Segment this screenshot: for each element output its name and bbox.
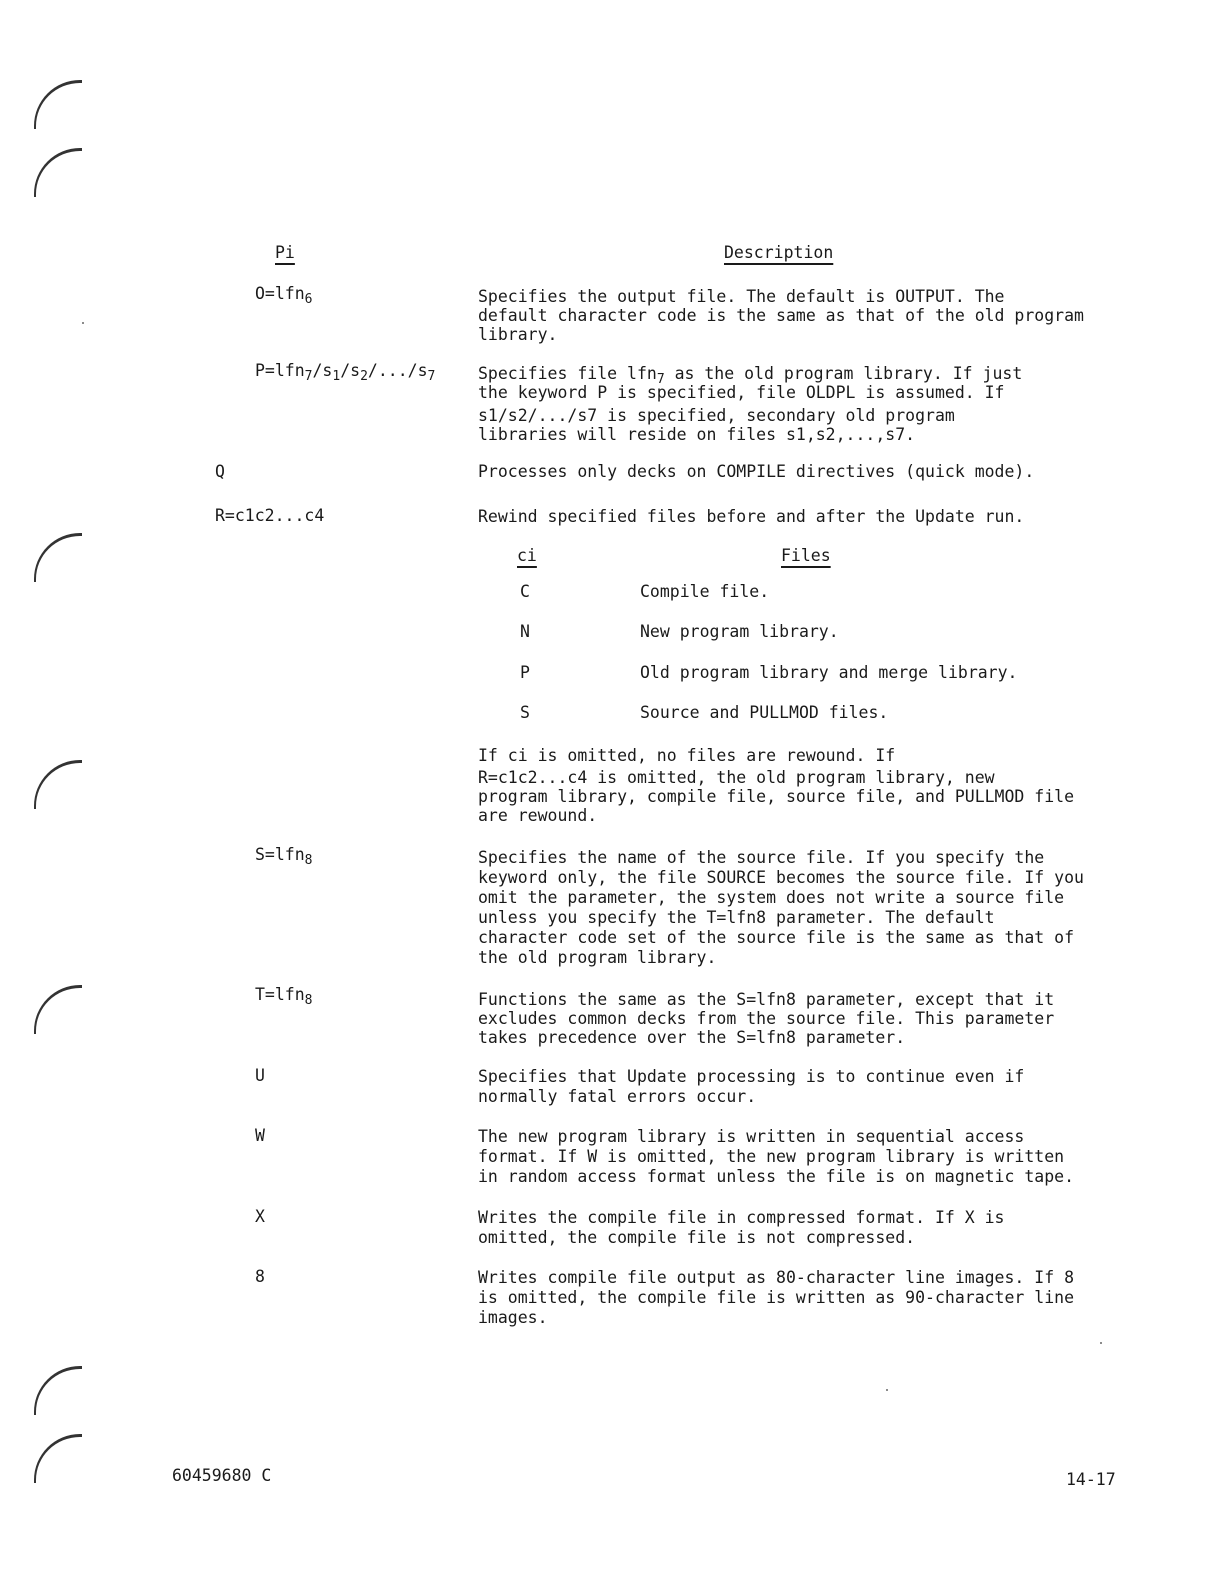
- desc-line: omitted, the compile file is not compressed.: [478, 1228, 916, 1247]
- desc-p: [478, 364, 1118, 444]
- description-column-header: Description: [724, 243, 834, 262]
- desc-line: keyword only, the file SOURCE becomes the source file. If you: [478, 868, 1084, 887]
- subtable-text: Old program library and merge library.: [640, 663, 1018, 682]
- desc-line: Writes compile file output as 80-character line images. If 8: [478, 1268, 1075, 1287]
- desc-text: Specifies file lfn: [478, 364, 657, 383]
- subtable-text: Source and PULLMOD files.: [640, 703, 889, 722]
- param-p-part: /s: [312, 361, 333, 380]
- param-p-part: /s: [340, 361, 361, 380]
- desc-line: images.: [478, 1308, 548, 1327]
- subtable-text: Compile file.: [640, 582, 770, 601]
- punch-hole-5: [34, 985, 82, 1034]
- param-o-label: O=lfn: [255, 284, 305, 303]
- param-column-header: [275, 243, 295, 262]
- page-number: 14-17: [1066, 1470, 1116, 1489]
- param-s-label: S=lfn: [255, 845, 305, 864]
- desc-line: in random access format unless the file is on magnetic tape.: [478, 1167, 1075, 1186]
- desc-sub: 7: [656, 372, 665, 387]
- subtable-code: N: [520, 622, 530, 641]
- desc-line: normally fatal errors occur.: [478, 1087, 757, 1106]
- desc-line: [478, 364, 1118, 387]
- desc-t: [478, 990, 1118, 1047]
- param-t-sub: 8: [304, 993, 313, 1008]
- param-r-label: R=c1c2...c4: [215, 506, 325, 525]
- desc-line: default character code is the same as that of the old program: [478, 306, 1084, 325]
- param-s-sub: 8: [304, 853, 313, 868]
- param-w-label: W: [255, 1126, 265, 1145]
- desc-line: If ci is omitted, no files are rewound. If: [478, 746, 896, 765]
- desc-text: as the old program library. If just: [664, 364, 1023, 383]
- speck: [886, 1389, 888, 1391]
- desc-line: are rewound.: [478, 806, 598, 825]
- subtable-col-ci: ci: [517, 546, 537, 565]
- punch-hole-6: [34, 1366, 82, 1415]
- param-p: [255, 361, 436, 384]
- desc-line: R=c1c2...c4 is omitted, the old program library, new: [478, 768, 995, 787]
- document-number: 60459680 C: [172, 1466, 272, 1485]
- param-p-sub: 2: [360, 369, 368, 384]
- subtable-col-files: Files: [781, 546, 831, 565]
- param-8-label: 8: [255, 1267, 265, 1286]
- desc-line: character code set of the source file is the same as that of: [478, 928, 1075, 947]
- param-t-label: T=lfn: [255, 985, 305, 1004]
- desc-line: The new program library is written in sequential access: [478, 1127, 1025, 1146]
- punch-hole-7: [34, 1434, 82, 1483]
- param-x-label: X: [255, 1207, 265, 1226]
- desc-x: [478, 1208, 1118, 1248]
- punch-hole-3: [34, 533, 82, 582]
- param-s: [255, 845, 313, 868]
- desc-line: format. If W is omitted, the new program library is written: [478, 1147, 1065, 1166]
- desc-line: Writes the compile file in compressed format. If X is: [478, 1208, 1005, 1227]
- desc-line: s1/s2/.../s7 is specified, secondary old program: [478, 406, 955, 425]
- desc-line: excludes common decks from the source file. This parameter: [478, 1009, 1055, 1028]
- desc-line: the keyword P is specified, file OLDPL is assumed. If: [478, 383, 1005, 402]
- param-p-sub: 7: [427, 369, 436, 384]
- desc-line: library.: [478, 325, 558, 344]
- desc-line: unless you specify the T=lfn8 parameter. The default: [478, 908, 995, 927]
- desc-r: [478, 507, 1118, 526]
- desc-o: [478, 287, 1118, 344]
- desc-w: [478, 1127, 1118, 1187]
- punch-hole-2: [34, 148, 82, 197]
- param-column-header-text: Pi: [275, 243, 295, 262]
- desc-line: Specifies the output file. The default is OUTPUT. The: [478, 287, 1005, 306]
- param-t: [255, 985, 313, 1008]
- param-p-part: /.../s: [367, 361, 428, 380]
- desc-line: Processes only decks on COMPILE directives (quick mode).: [478, 462, 1035, 481]
- desc-line: Rewind specified files before and after the Update run.: [478, 507, 1025, 526]
- param-p-part: P=lfn: [255, 361, 305, 380]
- desc-line: Specifies that Update processing is to continue even if: [478, 1067, 1025, 1086]
- desc-s: [478, 848, 1118, 968]
- desc-line: takes precedence over the S=lfn8 parameter.: [478, 1028, 906, 1047]
- subtable-code: S: [520, 703, 530, 722]
- desc-r-note: [478, 746, 1118, 825]
- desc-line: program library, compile file, source file, and PULLMOD file: [478, 787, 1075, 806]
- speck: [82, 322, 84, 324]
- desc-line: omit the parameter, the system does not write a source file: [478, 888, 1065, 907]
- param-o: [255, 284, 313, 307]
- desc-8: [478, 1268, 1118, 1328]
- subtable-code: P: [520, 663, 530, 682]
- desc-line: is omitted, the compile file is written as 90-character line: [478, 1288, 1075, 1307]
- param-o-sub: 6: [304, 292, 313, 307]
- desc-line: the old program library.: [478, 948, 717, 967]
- desc-q: [478, 462, 1118, 481]
- param-p-sub: 1: [332, 369, 341, 384]
- desc-line: libraries will reside on files s1,s2,...,s7.: [478, 425, 916, 444]
- param-q-label: Q: [215, 462, 225, 481]
- subtable-code: C: [520, 582, 530, 601]
- subtable-text: New program library.: [640, 622, 839, 641]
- desc-line: Functions the same as the S=lfn8 parameter, except that it: [478, 990, 1055, 1009]
- desc-line: Specifies the name of the source file. If you specify the: [478, 848, 1045, 867]
- param-u-label: U: [255, 1066, 265, 1085]
- punch-hole-1: [34, 80, 82, 129]
- desc-u: [478, 1067, 1118, 1107]
- param-p-sub: 7: [304, 369, 313, 384]
- speck: [1100, 1342, 1102, 1344]
- punch-hole-4: [34, 760, 82, 809]
